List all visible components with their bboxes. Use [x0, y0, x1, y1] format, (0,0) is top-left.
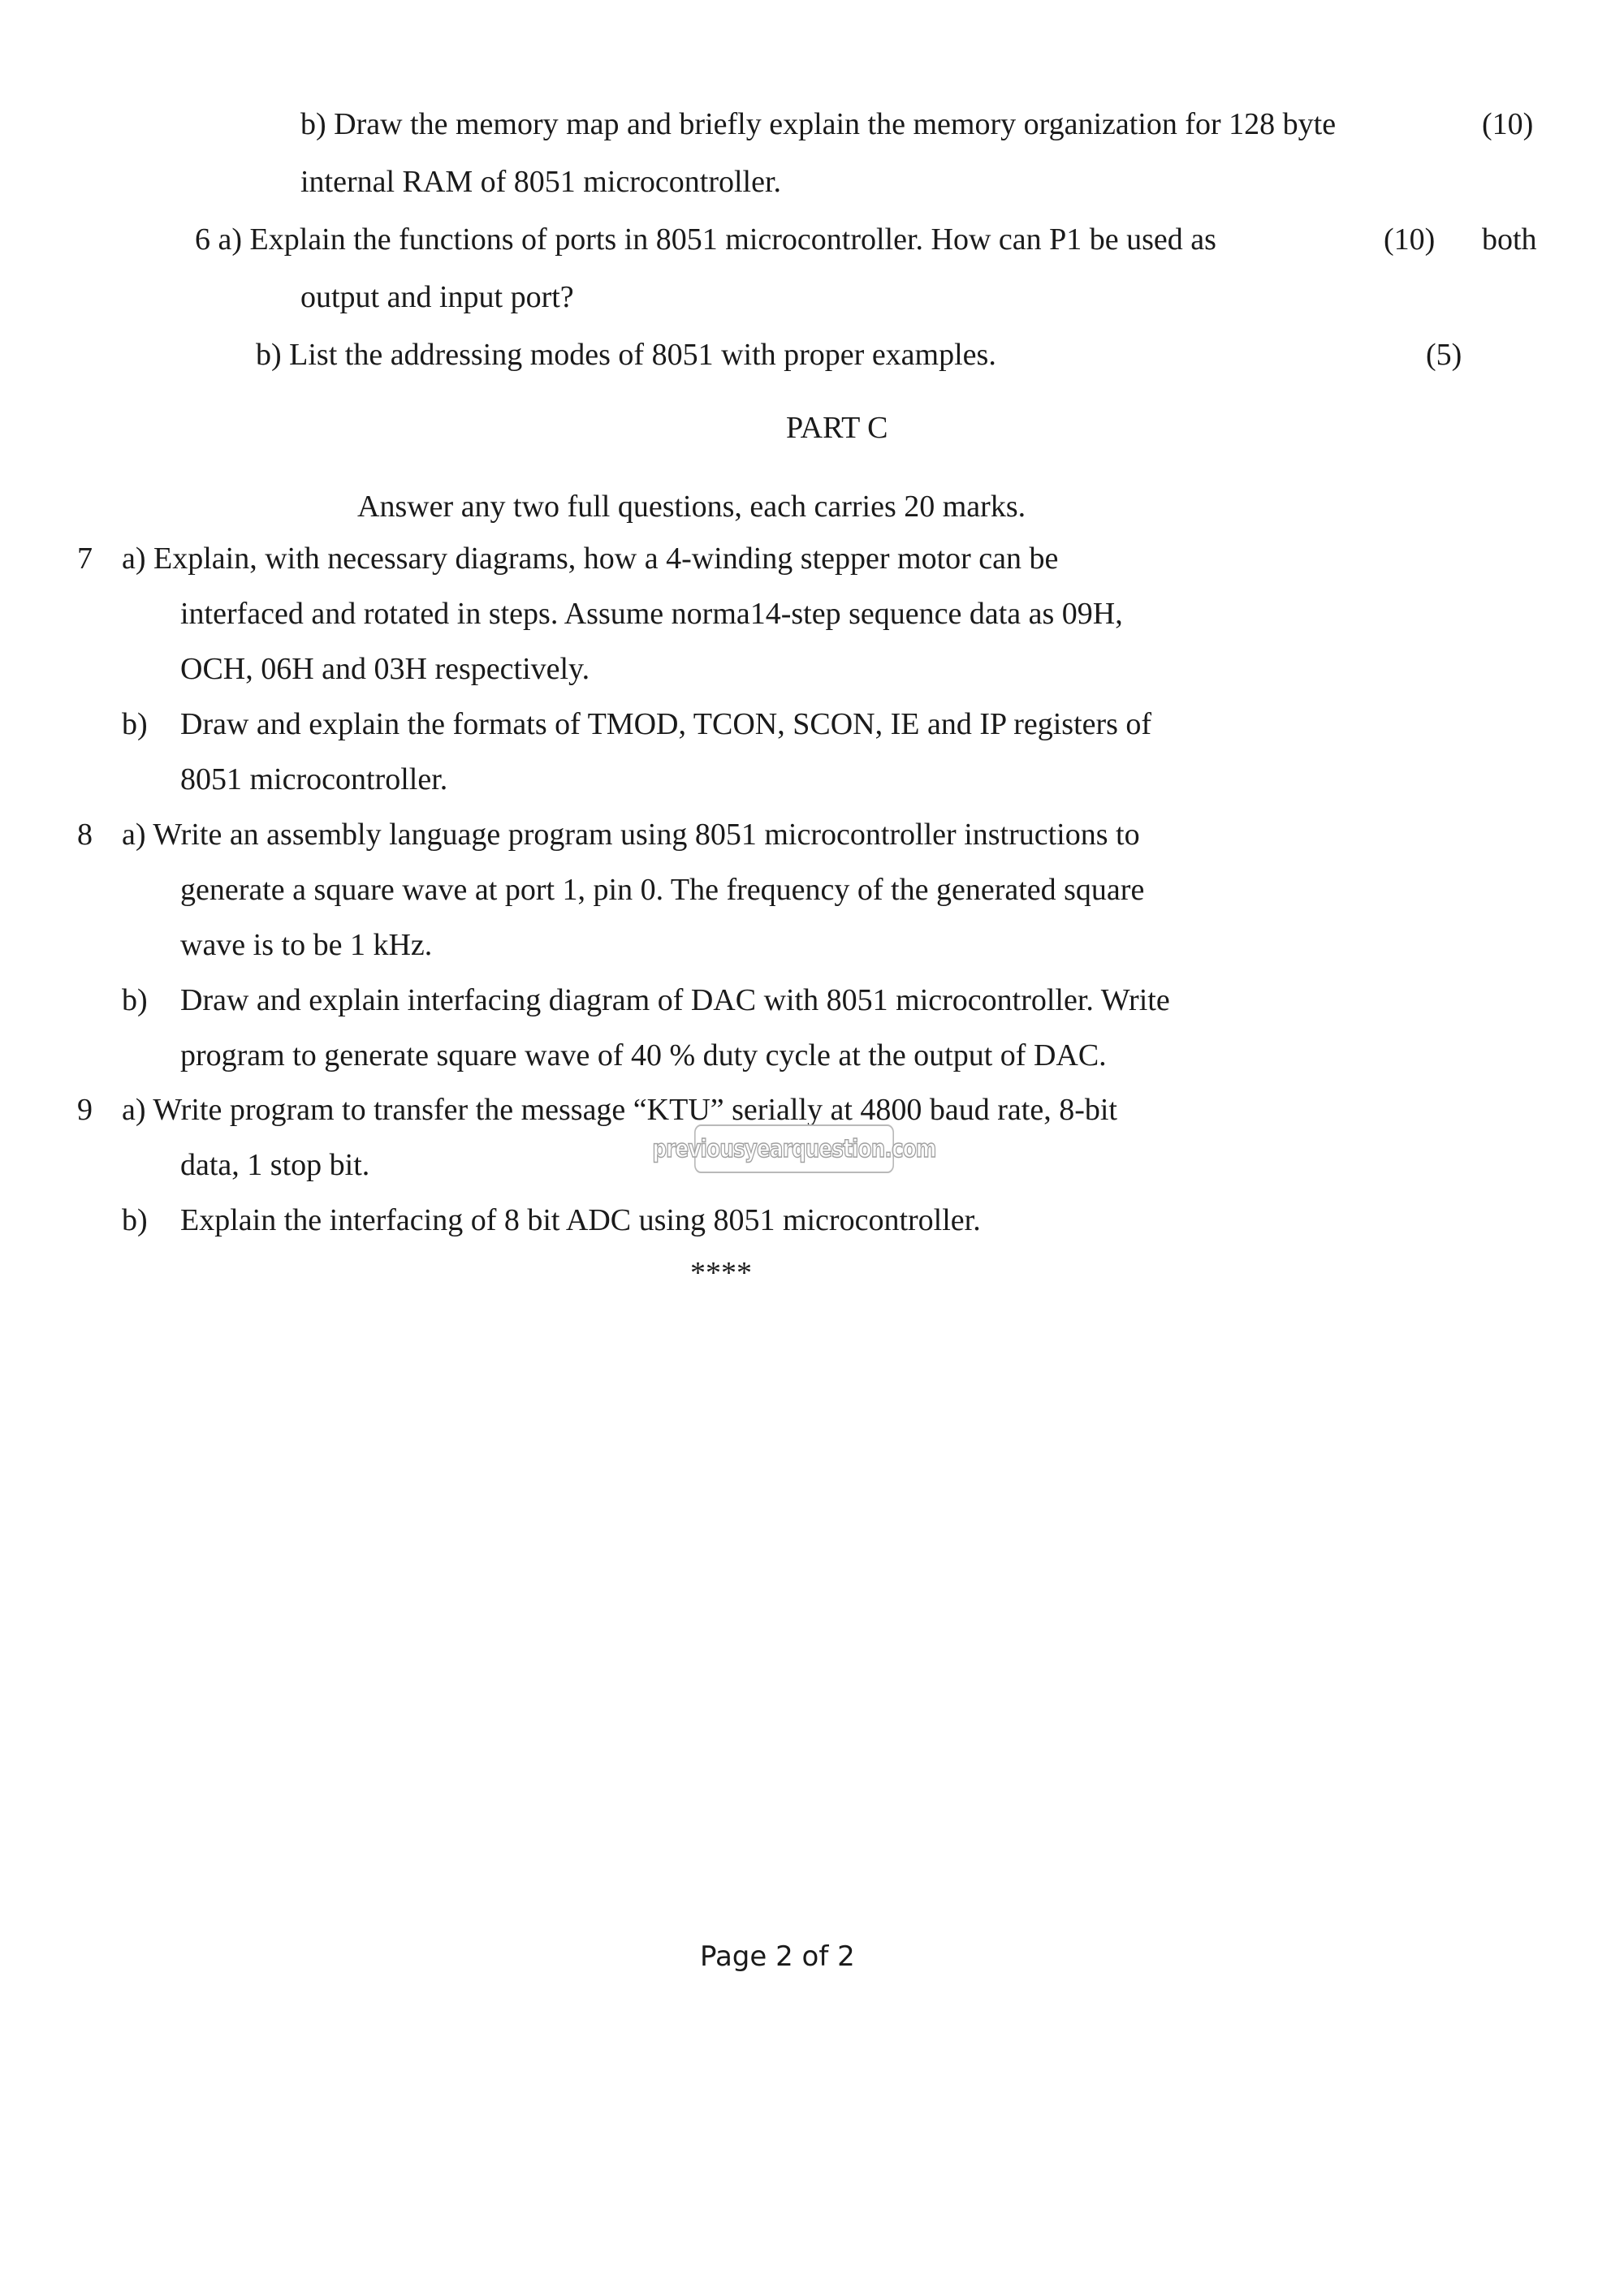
- q8b-line1: Draw and explain interfacing diagram of DAC with 8051 microcontroller. Write: [180, 983, 1170, 1017]
- q7b-line1: Draw and explain the formats of TMOD, TCON, SCON, IE and IP registers of: [180, 707, 1152, 741]
- page-footer: Page 2 of 2: [700, 1940, 855, 1973]
- q5b-marks: (10): [1482, 107, 1534, 141]
- q5b-line1: b) Draw the memory map and briefly explain the memory organization for 128 byte: [300, 107, 1337, 141]
- q7b-line2: 8051 microcontroller.: [180, 762, 448, 796]
- part-c-heading: PART C: [786, 411, 888, 445]
- q7a-line3: OCH, 06H and 03H respectively.: [180, 652, 590, 686]
- q9a-line1: a) Write program to transfer the message “KTU” serially at 4800 baud rate, 8-bit: [122, 1093, 1117, 1127]
- q7a-line2: interfaced and rotated in steps. Assume norma14-step sequence data as 09H,: [180, 597, 1123, 631]
- q8a-line3: wave is to be 1 kHz.: [180, 928, 433, 962]
- q8a-line2: generate a square wave at port 1, pin 0. The frequency of the generated square: [180, 873, 1145, 907]
- q8b-line2: program to generate square wave of 40 % duty cycle at the output of DAC.: [180, 1038, 1107, 1072]
- q6a-note: both: [1482, 222, 1537, 257]
- q6a-line1: 6 a) Explain the functions of ports in 8051 microcontroller. How can P1 be used as: [195, 222, 1216, 257]
- q7-number: 7: [77, 542, 93, 576]
- q9a-line2: data, 1 stop bit.: [180, 1148, 370, 1182]
- q9b-label: b): [122, 1203, 148, 1237]
- q6a-marks: (10): [1384, 222, 1436, 257]
- q8a-line1: a) Write an assembly language program using 8051 microcontroller instructions to: [122, 818, 1140, 852]
- q8b-label: b): [122, 983, 148, 1017]
- q7b-label: b): [122, 707, 148, 741]
- part-c-instruction: Answer any two full questions, each carries 20 marks.: [357, 490, 1026, 524]
- q7a-line1: a) Explain, with necessary diagrams, how a 4-winding stepper motor can be: [122, 542, 1059, 576]
- q6a-line2: output and input port?: [300, 280, 574, 314]
- q8-number: 8: [77, 818, 93, 852]
- end-mark: ****: [690, 1256, 752, 1290]
- watermark-stamp: previousyearquestion.com: [694, 1124, 894, 1173]
- q9b-line1: Explain the interfacing of 8 bit ADC using 8051 microcontroller.: [180, 1203, 981, 1237]
- q6b-line1: b) List the addressing modes of 8051 with proper examples.: [256, 338, 996, 372]
- q5b-line2: internal RAM of 8051 microcontroller.: [300, 165, 782, 199]
- q9-number: 9: [77, 1093, 93, 1127]
- q6b-marks: (5): [1426, 338, 1462, 372]
